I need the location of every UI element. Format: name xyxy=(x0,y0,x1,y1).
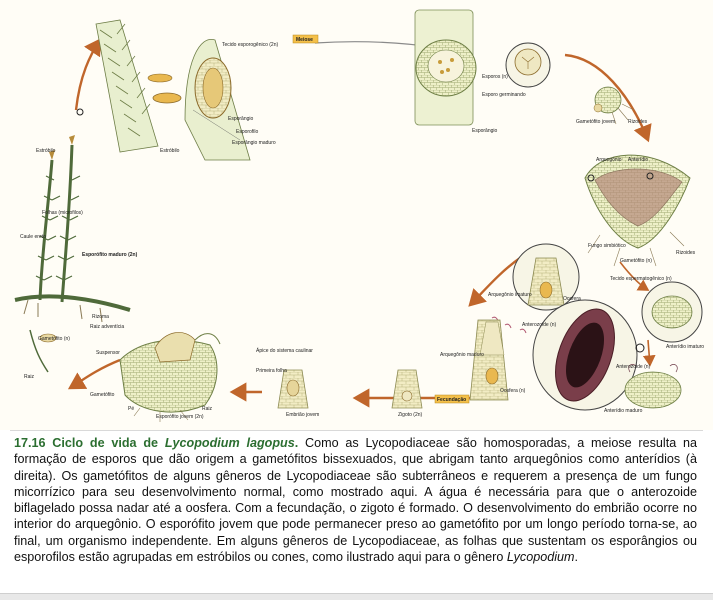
label-esporo-germinando: Esporo germinando xyxy=(482,92,526,98)
caption-box xyxy=(10,430,703,594)
zygote-illustration xyxy=(392,370,422,408)
figure-caption xyxy=(10,431,703,565)
caption-title xyxy=(14,436,298,450)
label-primeira-folha: Primeira folha xyxy=(256,368,287,374)
label-folhas: Folhas (microfilos) xyxy=(42,210,83,216)
label-tecido-espermatogenico: Tecido espermatogênico (n) xyxy=(610,276,672,282)
label-anteridio-1: Anterídio xyxy=(628,157,649,163)
label-gametofito-n: Gametófito (n) xyxy=(620,258,652,264)
label-arquegonio-maduro: Arquegônio maduro xyxy=(440,352,484,358)
fecundacao-tag xyxy=(435,395,469,403)
label-arquegonio-1: Arquegônio xyxy=(596,157,622,163)
label-arquegonio-imaturo: Arquegônio imaturo xyxy=(488,292,532,298)
label-anteridio-imaturo: Anterídio imaturo xyxy=(666,344,705,350)
label-anterozoide-2: Anterozoide (n) xyxy=(616,364,651,370)
label-zigoto: Zigoto (2n) xyxy=(398,412,423,418)
label-esporofito-maduro: Esporófito maduro (2n) xyxy=(82,252,138,258)
label-esporofilo-1: Esporofilo xyxy=(236,129,259,135)
label-apice-caulinar: Ápice do sistema caulinar xyxy=(256,348,313,354)
label-rizoma: Rizoma xyxy=(92,314,109,320)
label-esporofito-jovem: Esporófito jovem (2n) xyxy=(156,414,204,420)
label-suspensor: Suspensor xyxy=(96,350,120,356)
caption-end: . xyxy=(574,550,579,565)
caption-title-prefix: 17.16 Ciclo de vida de xyxy=(14,436,165,450)
strobilus-illustration xyxy=(77,20,181,152)
label-gametofito-2: Gametófito xyxy=(90,392,115,398)
label-gametofito-n-2: Gametófito (n) xyxy=(38,336,70,342)
caption-title-suffix: . xyxy=(294,436,299,450)
fecundacao-label: Fecundação xyxy=(437,397,467,403)
mature-gametophyte-illustration xyxy=(585,155,690,266)
label-esporangio-2: Esporângio xyxy=(472,128,498,134)
label-pe: Pé xyxy=(128,406,135,412)
caption-genus: Lycopodium xyxy=(506,550,575,565)
label-raiz-adventicia: Raiz adventícia xyxy=(90,324,125,330)
label-estrobilo-2: Estróbilo xyxy=(36,148,56,154)
label-tecido-esporogenico: Tecido esporogênico (2n) xyxy=(222,42,279,48)
label-embriao-jovem: Embrião jovem xyxy=(286,412,320,418)
label-raiz: Raiz xyxy=(202,406,213,412)
spore-inset xyxy=(506,43,550,87)
label-esporos: Esporos (n) xyxy=(482,74,508,80)
label-raiz-2: Raiz xyxy=(24,374,35,380)
label-esporangio-maduro: Esporângio maduro xyxy=(232,140,276,146)
young-embryo-illustration xyxy=(278,370,308,408)
caption-body: Como as Lycopodiaceae são homosporadas, a meiose resulta na formação de esporos que dão origem a gametófitos bissexuados, que abrigam tanto arquegônios como anterídios (à direita). Os gametófitos de alguns gêneros de Lycopodiaceae são subterrâneos e requerem a presença de um fungo micorrízico para seu desenvolvimento normal, como mostrado aqui. A água é necessária para que o anterozoide biflagelado possa nadar até a oosfera. Com a fecundação, o zigoto é formado. O desenvolvimento do embrião ocorre no interior do arquegônio. O esporófito jovem que pode permanecer preso ao gametófito por um longo período torna-se, ao final, um organismo independente. Em alguns gêneros de Lycopodiaceae, as folhas que sustentam os esporângios ou esporofilos estão agrupadas em estróbilos ou cones, como ilustrado aqui para o gênero xyxy=(14,436,698,565)
label-rizoides-1: Rizoides xyxy=(628,119,648,125)
label-anteridio-maduro: Anterídio maduro xyxy=(604,408,643,414)
immature-antheridium-inset xyxy=(642,282,702,342)
label-rizoides-2: Rizoides xyxy=(676,250,696,256)
label-caule-ereto: Caule ereto xyxy=(20,234,46,240)
meiose-label: Meiose xyxy=(296,37,313,43)
meiose-tag xyxy=(293,35,318,43)
caption-title-species: Lycopodium lagopus xyxy=(164,436,295,450)
label-estrobilo-1: Estróbilo xyxy=(160,148,180,154)
spore-sporangium-illustration xyxy=(415,10,476,125)
label-fungo-simbiotico: Fungo simbiótico xyxy=(588,243,626,249)
label-esporangio-1: Esporângio xyxy=(228,116,254,122)
label-gametofito-jovem: Gametófito jovem xyxy=(576,119,616,125)
label-oosfera-2: Oosfera (n) xyxy=(500,388,526,394)
label-anterozoide-1: Anterozoide (n) xyxy=(522,322,557,328)
label-oosfera-1: Oosfera xyxy=(563,296,581,302)
